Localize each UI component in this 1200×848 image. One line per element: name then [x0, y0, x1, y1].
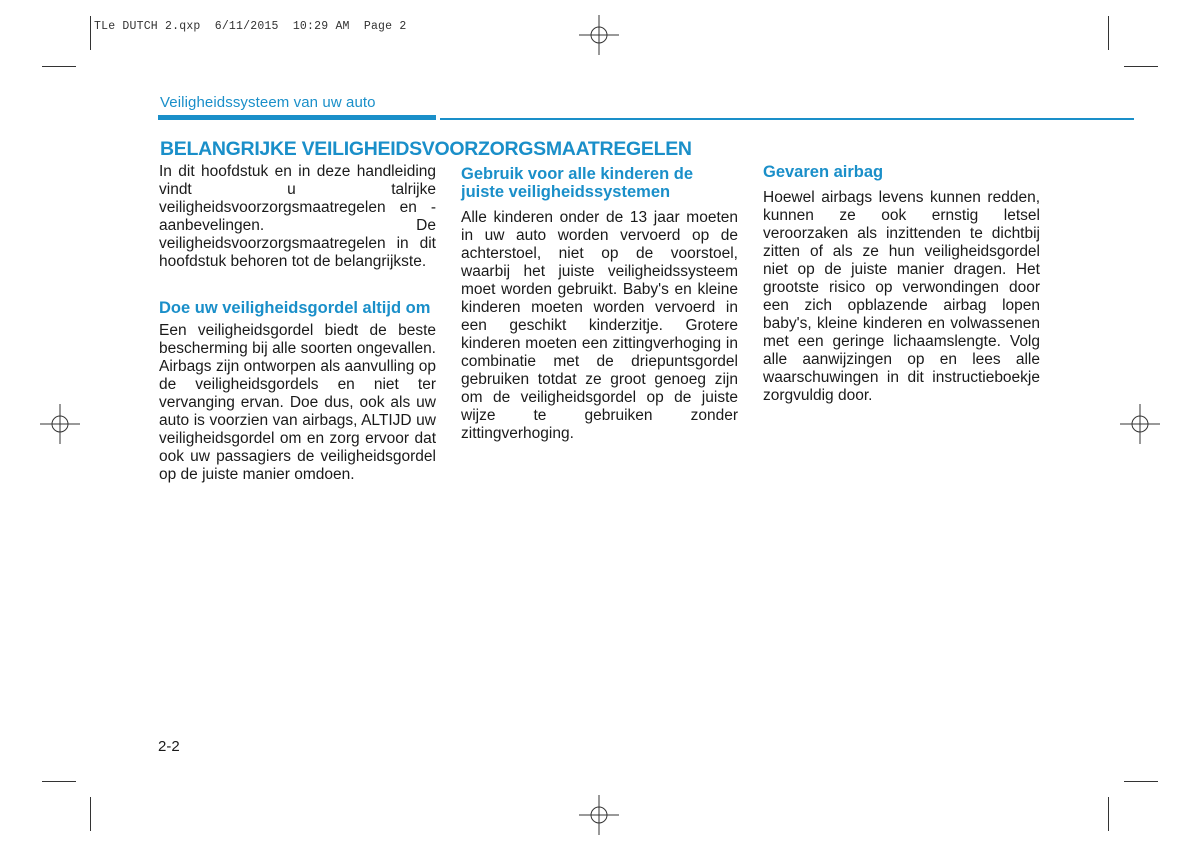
section-divider-line — [440, 118, 1134, 120]
child-restraint-paragraph: Alle kinderen onder de 13 jaar moeten in uw auto worden vervoerd op de achterstoel, niet op de voorstoel, waarbij het juiste veiligheidssysteem moet worden gebruikt. Baby's en kleine kinderen moeten worden vervoerd in een geschikt kinderzitje. Grotere kinderen moeten een zittingverhoging in combinatie met de driepuntsgordel gebruiken totdat ze groot genoeg zijn om de veiligheidsgordel op de juiste wijze te gebruiken zonder zittingverhoging. — [461, 209, 738, 442]
registration-mark-icon — [579, 795, 619, 835]
registration-mark-icon — [579, 15, 619, 55]
crop-mark-top-right-vertical — [1108, 16, 1109, 50]
airbag-hazard-heading: Gevaren airbag — [763, 163, 884, 181]
crop-mark-bottom-right-vertical — [1108, 797, 1109, 831]
seatbelt-heading: Doe uw veiligheidsgordel altijd om — [159, 299, 431, 317]
section-label: Veiligheidssysteem van uw auto — [160, 94, 376, 111]
airbag-hazard-paragraph: Hoewel airbags levens kunnen redden, kunnen ze ook ernstig letsel veroorzaken als inzittenden te dichtbij zitten of als ze hun veiligheidsgordel niet op de juiste manier dragen. Het grootste risico op verwondingen door een zich opblazende airbag lopen baby's, kleine kinderen en volwassenen met een geringe lichaamslengte. Volg alle aanwijzingen op en lees alle waarschuwingen in dit instructieboekje zorgvuldig door. — [763, 189, 1040, 404]
column-1 — [159, 163, 436, 484]
page-number: 2-2 — [158, 738, 180, 755]
crop-mark-bottom-left-vertical — [90, 797, 91, 831]
crop-mark-bottom-left-horizontal — [42, 781, 76, 782]
crop-mark-top-left-vertical — [90, 16, 91, 50]
crop-mark-top-left-horizontal — [42, 66, 76, 67]
section-divider-bar — [158, 115, 436, 120]
intro-paragraph: In dit hoofdstuk en in deze handleiding vindt u talrijke veiligheidsvoorzorgsmaatregelen en -aanbevelingen. De veiligheidsvoorzorgsmaatregelen in dit hoofdstuk behoren tot de belangrijkste. — [159, 163, 436, 270]
registration-mark-icon — [1120, 404, 1160, 444]
column-3 — [763, 163, 1040, 405]
child-restraint-heading: Gebruik voor alle kinderen de juiste veiligheidssystemen — [461, 165, 693, 201]
seatbelt-paragraph: Een veiligheidsgordel biedt de beste bescherming bij alle soorten ongevallen. Airbags zijn ontworpen als aanvulling op de veiligheidsgordels en niet ter vervanging ervan. Doe dus, ook als uw auto is voorzien van airbags, ALTIJD uw veiligheidsgordel om en zorg ervoor dat ook uw passagiers de veiligheidsgordel op de juiste manier omdoen. — [159, 322, 436, 483]
column-2 — [461, 165, 738, 443]
registration-mark-icon — [40, 404, 80, 444]
print-header: TLe DUTCH 2.qxp 6/11/2015 10:29 AM Page 2 — [94, 20, 407, 33]
crop-mark-top-right-horizontal — [1124, 66, 1158, 67]
page-title: BELANGRIJKE VEILIGHEIDSVOORZORGSMAATREGELEN — [160, 138, 692, 160]
crop-mark-bottom-right-horizontal — [1124, 781, 1158, 782]
